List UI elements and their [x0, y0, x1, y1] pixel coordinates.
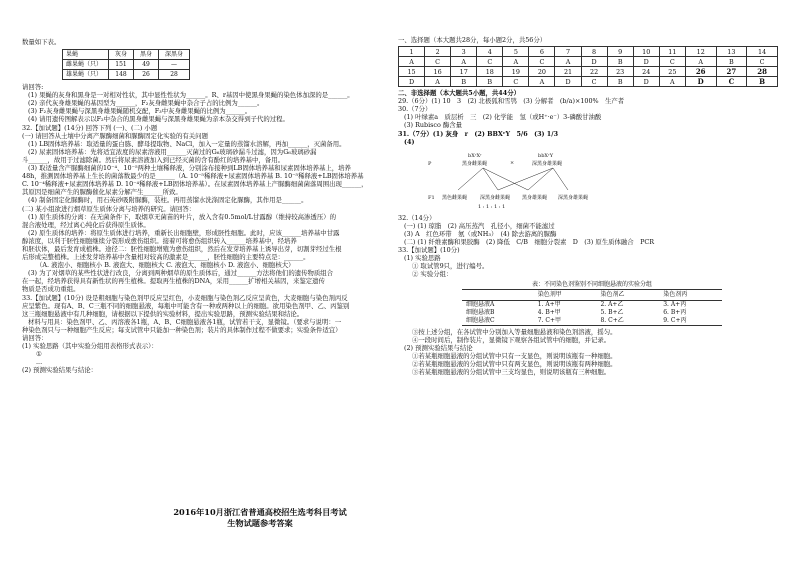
diagram-label: 黑身雄果蝇: [522, 194, 548, 201]
answer-key-title: [150, 507, 370, 529]
table-cell: 8: [581, 47, 607, 57]
text-line: 斗______，故用于过滤除菌。然后将尿素溶液加入到已经灭菌的含有酚红的培养基中，备用。: [22, 155, 285, 164]
table-cell: 细胞悬液B: [466, 308, 495, 316]
table-cell: 14: [747, 47, 778, 57]
text-line: 物质是否成功重组。: [22, 285, 80, 294]
table-header: [462, 289, 534, 300]
diagram-label: 深黑身雄果蝇: [532, 160, 563, 167]
table-cell: 26: [685, 67, 716, 77]
table-cell: 7. C+甲: [534, 317, 597, 326]
section-heading: 一、选择题（本大题共28分，每小题2分，共56分）: [398, 36, 547, 44]
text-line: (1) 实验思路（其中实验分组用表格形式表示）：: [22, 342, 158, 351]
text-line: ② 实验分组：: [412, 270, 453, 279]
text-line: ②若某瓶细胞悬液的分组试管中只有两支显色，则说明该瓶有两种细胞。: [412, 360, 617, 369]
table-row: [399, 57, 778, 67]
text-line: 其原因是细菌产生的脲酶催化尿素分解产生______所致。: [22, 188, 182, 197]
table-cell: 11: [659, 47, 685, 57]
table-cell: C: [747, 57, 778, 67]
table-cell: A: [425, 77, 451, 87]
table-cell: 18: [477, 67, 503, 77]
table-row: [399, 77, 778, 87]
diagram-label: 深黑身雄果蝇: [558, 194, 589, 201]
table-cell: A: [399, 57, 425, 67]
text-line: 和胚状体，最后发育成植株。途径二：胚性细胞增殖为愈伤组织，然后在发芽培养基上诱导出芽，切割芽经过生根: [22, 244, 342, 253]
q31-block: [22, 83, 384, 123]
table-cell: 细胞悬液C: [462, 317, 534, 326]
table-cell: 雄果蝇（只）: [63, 70, 109, 80]
table-cell: D: [685, 77, 716, 87]
text-line: 29.（6分）(1) 10 3 (2) 北极狐和雪鸮 (3) 分解者 (b/a)×100% 生产者: [398, 97, 625, 106]
table-cell: 151: [109, 60, 134, 70]
text-line: 醇浓度，以利于胚性细胞继续分裂形成愈伤组织。接着可将愈伤组织转入______培养基中，经培养: [22, 236, 297, 245]
text-line: (2) 原生质体的培养：将原生质体进行培养，重新长出细胞壁，形成胚性细胞。此时，应该______培养基中甘露: [28, 228, 340, 237]
text-line: 30.（7分）: [398, 105, 432, 114]
table-cell: 12: [685, 47, 716, 57]
text-line: (3) A 红色环带 氨（或NH₃） (4) 除去游离的脲酶: [404, 229, 557, 238]
text-line: ③若某瓶细胞悬液的分组试管中三支均显色，则说明该瓶有三种细胞。: [412, 368, 611, 377]
table-cell: 4. B+甲: [537, 308, 561, 316]
table-cell: 2. A+乙: [600, 300, 624, 308]
text-line: (3) Rubisco 酶含量: [404, 121, 463, 130]
table-cell: 21: [555, 67, 581, 77]
table-cell: 6: [529, 47, 555, 57]
table-row: [462, 317, 722, 326]
table-header: 灰身: [109, 50, 134, 60]
table-cell: 3: [451, 47, 477, 57]
table-header: 深黑身: [159, 50, 190, 60]
table-cell: C: [477, 57, 503, 67]
table-cell: A: [451, 57, 477, 67]
text-line: 材料与用具：染色剂甲、乙、丙溶液各1瓶，A、B、C细胞悬液各1瓶，试管若干支，显微镜。（要求与说明：一: [28, 317, 342, 326]
table-row: [462, 289, 722, 300]
table-cell: A: [555, 57, 581, 67]
text-line: 后形成完整植株。上述发芽培养基中含量相对较高的激素是______，胚性细胞的主要特点是：______。: [22, 253, 310, 262]
table-header: 果蝇: [63, 50, 109, 60]
table-cell: 27: [716, 67, 747, 77]
table-cell: 8. C+乙: [596, 317, 659, 326]
table-row: [63, 60, 190, 70]
table-header: 黑身: [134, 50, 159, 60]
table-cell: 1. A+甲: [537, 300, 561, 308]
text-line: (二) 某小组欲进行烟草原生质体分离与培养的研究。请回答：: [22, 204, 196, 213]
table-cell: C: [503, 77, 529, 87]
table-cell: 28: [747, 67, 778, 77]
table-cell: B: [716, 57, 747, 67]
table-cell: —: [159, 60, 190, 70]
left-column: [22, 38, 384, 374]
table-cell: 148: [109, 70, 134, 80]
text-line: （A. 液泡小、细胞核小 B. 液泡大、细胞核大 C. 液泡大、细胞核小 D. 液泡小、细胞核大）: [36, 261, 295, 270]
text-line: (1) 实验思路: [404, 254, 441, 263]
text-line: (3) 取适量含产脲酶细菌的10⁻⁴、10⁻⁵两种土壤稀释液，分别涂布接种到LB固体培养基和尿素固体培养基上，培养: [28, 164, 351, 173]
table-cell: 2: [425, 47, 451, 57]
table-cell: D: [633, 77, 659, 87]
text-line: (一) 请回答从土壤中分离产脲酶细菌和脲酶固定化实验的有关问题: [22, 131, 208, 140]
text-line: (1) 原生质体的分离：在无菌条件下，取烟草无菌苗的叶片，放入含有0.5mol/L甘露醇（维持较高渗透压）的: [28, 212, 336, 221]
text-line: 应呈紫色。现有A、B、C三瓶不同的细胞悬液，每瓶中可能含有一种或两种以上的细胞。欲用染色剂甲、乙、丙鉴别: [22, 301, 350, 310]
text-line: 请回答:: [22, 83, 44, 92]
table-cell: C: [659, 57, 685, 67]
table-cell: 26: [134, 70, 159, 80]
text-line: 混合液处理，经过离心纯化后获得原生质体。: [22, 220, 150, 229]
q33-block: [22, 294, 384, 375]
table-cell: A: [685, 57, 716, 67]
table-row: [462, 309, 722, 317]
table-cell: B: [607, 57, 633, 67]
section-heading: 二、非选择题（本大题共5小题，共44分）: [398, 89, 520, 98]
table-cell: 4: [477, 47, 503, 57]
text-line: 31.（7分）(1) 灰身 r (2) BBXʳY 5/6 (3) 1/3: [398, 129, 559, 138]
table-cell: 9. C+丙: [659, 317, 722, 326]
table-row: [399, 67, 778, 77]
table-cell: 28: [159, 70, 190, 80]
question-title: 32.【加试题】(14分) 回答下列 (一)、(二) 小题: [22, 123, 158, 132]
table-cell: 22: [581, 67, 607, 77]
cross-symbol: ×: [510, 159, 515, 166]
title-line-1: 2016年10月浙江省普通高校招生选考科目考试: [173, 507, 347, 517]
table-cell: 13: [716, 47, 747, 57]
table-cell: A: [503, 57, 529, 67]
table-cell: C: [425, 57, 451, 67]
table-cell: 5: [503, 47, 529, 57]
text-line: 在一起，经培养获得具有新性状的再生植株。提取再生植株的DNA，采用______扩增相关基因，来鉴定遗传: [22, 277, 325, 286]
table-cell: 49: [134, 60, 159, 70]
table-cell: 10: [633, 47, 659, 57]
table-header: 染色剂乙: [596, 289, 659, 300]
text-line: 这三瓶细胞悬液中有几种细胞，请根据以下提供的实验材料，提出实验思路，预测实验结果和结论。: [22, 309, 304, 318]
staining-group-table: [462, 281, 722, 326]
table-cell: 19: [503, 67, 529, 77]
table-cell: D: [581, 57, 607, 67]
table-cell: 17: [451, 67, 477, 77]
table-cell: 15: [399, 67, 425, 77]
diagram-label: bbXʳY: [538, 152, 553, 159]
table-cell: C: [581, 77, 607, 87]
table-cell: C: [529, 57, 555, 67]
table-row: [399, 47, 778, 57]
table-cell: 6. B+丙: [663, 308, 687, 316]
table-cell: 5. B+乙: [600, 308, 624, 316]
table-cell: 雌果蝇（只）: [63, 60, 109, 70]
table-cell: B: [477, 77, 503, 87]
text-line: ③按上述分组，在各试管中分别加入等量细胞悬液和染色剂溶液，摇匀。: [412, 327, 617, 336]
intro-line: 数量如下表。: [22, 38, 61, 46]
text-line: (2) 预测实验结果与结论：: [22, 366, 97, 375]
text-line: 32.（14分）: [398, 213, 436, 222]
text-line: ④一段时间后，制作装片，显微镜下观察各组试管中的细胞，并记录。: [412, 336, 611, 345]
text-line: ①: [36, 350, 42, 359]
text-line: 33.【加试题】(10分): [398, 246, 460, 255]
text-line: (1) LB固体培养基：取适量的蛋白胨、酵母提取物、NaCl，加入一定量的蒸馏水溶解，再加______，灭菌备用。: [28, 139, 346, 148]
table-cell: C: [716, 77, 747, 87]
text-line: (1) 叶绿素a 质层析 三 (2) 化学能 氢（或H⁺·e⁻）3-磷酸甘油酸: [404, 113, 602, 122]
diagram-label: 深黑身雌果蝇: [480, 194, 511, 201]
genetic-cross-diagram: [428, 148, 628, 212]
diagram-label: 黑身雌果蝇: [462, 160, 488, 167]
answer-grid: [398, 46, 778, 87]
table-cell: B: [607, 77, 633, 87]
text-line: C. 10⁻⁴稀释液+尿素固体培养基 D. 10⁻⁴稀释液+LB固体培养基）。在尿素固体培养基上产脲酶细菌菌落周围出现______，: [22, 180, 368, 189]
table-cell: 1: [399, 47, 425, 57]
cross-lines: [428, 148, 628, 212]
table-cell: 7: [555, 47, 581, 57]
table-cell: 3. A+丙: [663, 300, 687, 308]
table-cell: 9: [607, 47, 633, 57]
text-line: (2) 预测实验结果与结论: [404, 344, 473, 353]
text-line: 48h，推测固体培养基上生长的菌落数最少的是______（A. 10⁻⁵稀释液+尿素固体培养基 B. 10⁻⁵稀释液+LB固体培养基: [22, 172, 364, 181]
table-row: [462, 300, 722, 309]
table-cell: 16: [425, 67, 451, 77]
table-row: [63, 70, 190, 80]
table-row: [462, 281, 722, 290]
fly-count-table: [62, 49, 190, 80]
diagram-label: 黑色雌果蝇: [442, 194, 468, 201]
text-line: (二) (1) 纤维素酶和果胶酶 (2) 降低 C/B 细胞分裂素 D (3) 原生质体融合 PCR: [404, 238, 655, 247]
text-line: ① 取试管9只，进行编号。: [412, 262, 489, 271]
text-line: (4) 制备固定化脲酶时，用石英砂吸附脲酶，装柱。再用蒸馏水洗涤固定化脲酶，其作用是______。: [28, 196, 308, 205]
table-cell: B: [747, 77, 778, 87]
text-line: ...: [36, 358, 43, 367]
text-line: (4) 请用遗传图解表示以F₂中杂合的黑身雌果蝇与深黑身雄果蝇为亲本杂交得到子代的过程。: [28, 115, 289, 124]
diagram-label: bXʳXʳ: [468, 152, 482, 159]
table-cell: D: [555, 77, 581, 87]
table-header: 染色剂丙: [659, 289, 722, 300]
table-cell: D: [399, 77, 425, 87]
table-cell: 23: [607, 67, 633, 77]
diagram-label: 1 : 1 : 1 : 1: [478, 203, 506, 210]
diagram-label: F1: [428, 194, 435, 201]
text-line: 种染色剂只与一种细胞产生反应；每支试管中只能加一种染色剂；装片的具体制作过程不做要求；实验条件适宜）: [22, 325, 342, 334]
text-line: (3) F₂灰身雌果蝇与深黑身雄果蝇随机交配，F₃中灰身雌果蝇的比例为______。: [28, 107, 252, 116]
text-line: (1) 果蝇的灰身和黑身是一对相对性状，其中显性性状为______。R、r基因中使黑身果蝇的染色体加深的是______。: [28, 91, 354, 100]
table-cell: A: [529, 77, 555, 87]
q32-block: [22, 124, 384, 294]
table-cell: D: [633, 57, 659, 67]
text-line: (一) (1) 琼脂 (2) 高压蒸汽 孔径小，细菌不能滤过: [404, 221, 555, 230]
text-line: ①若某瓶细胞悬液的分组试管中只有一支显色，则说明该瓶有一种细胞。: [412, 352, 617, 361]
table-cell: 细胞悬液A: [466, 300, 495, 308]
diagram-label: P: [428, 160, 432, 167]
table-cell: A: [659, 77, 685, 87]
title-line-2: 生物试题参考答案: [227, 518, 293, 528]
text-line: (4): [404, 137, 415, 146]
text-line: (2) 亲代灰身雄果蝇的基因型为______，F₂灰身雌果蝇中杂合子占的比例为______。: [28, 99, 264, 108]
table-caption: 表：不同染色剂鉴别不同细胞悬液的实验分组: [531, 280, 652, 288]
text-line: (3) 为了对烟草的某些性状进行改良，分离到两种烟草的原生质体后，通过______方法将他们的遗传物质组合: [28, 269, 334, 278]
table-cell: 20: [529, 67, 555, 77]
question-title: 33.【加试题】(10分) 设是粗细胞与染色剂甲反应呈红色，小麦细胞与染色剂乙反应呈黄色，大麦细胞与染色剂丙反: [22, 293, 348, 302]
table-cell: B: [451, 77, 477, 87]
table-row: [63, 50, 190, 60]
right-column: [398, 36, 782, 377]
text-line: 请回答：: [22, 334, 48, 342]
table-cell: 24: [633, 67, 659, 77]
table-header: 染色剂甲: [534, 289, 597, 300]
table-cell: 25: [659, 67, 685, 77]
text-line: (2) 尿素固体培养基：先将适宜浓度的尿素溶液用______灭菌过的G₆玻璃砂漏斗过滤，因为G₆玻璃砂漏: [28, 147, 317, 156]
